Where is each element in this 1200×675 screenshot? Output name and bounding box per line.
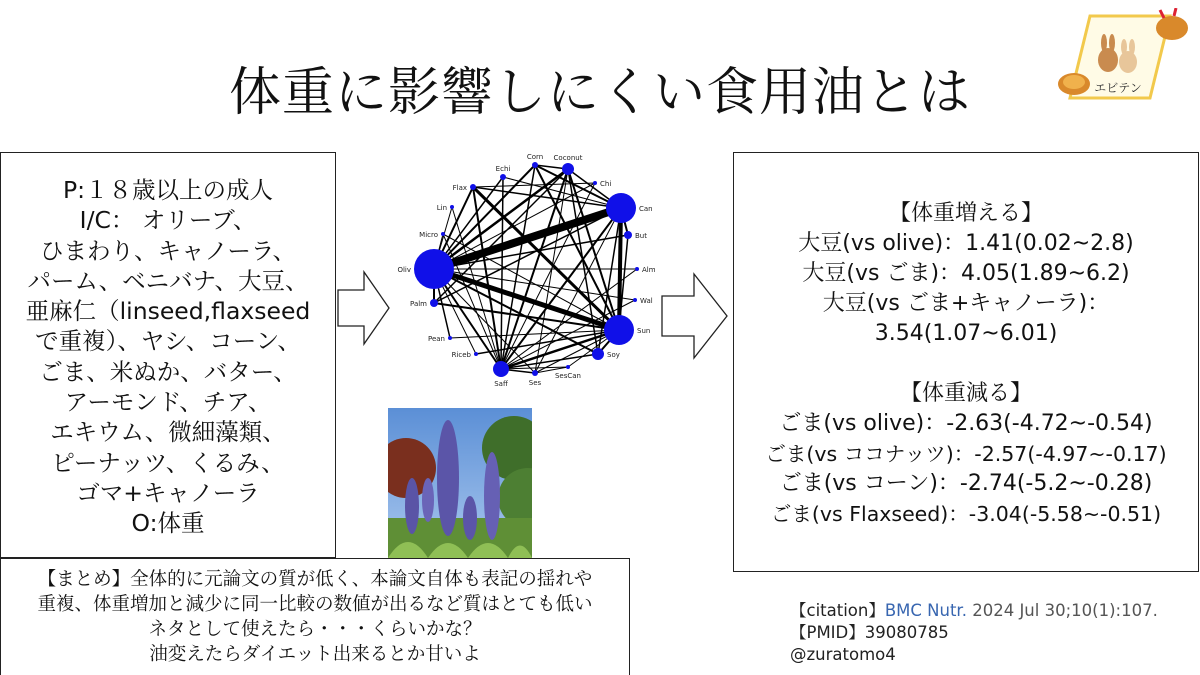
summary-line: 【まとめ】全体的に元論文の質が低く、本論文自体も表記の揺れや xyxy=(37,569,593,590)
logo-text: エビテン xyxy=(1094,81,1142,95)
pico-line: エキウム、微細藻類、 xyxy=(50,418,286,447)
node-palm xyxy=(430,299,438,307)
node-label-can: Can xyxy=(639,205,653,213)
node-sun xyxy=(604,315,634,345)
node-chi xyxy=(593,181,597,185)
pmid: 【PMID】39080785 xyxy=(790,623,949,642)
pico-line: I/C： オリーブ、 xyxy=(79,206,257,235)
journal-link[interactable]: BMC Nutr. xyxy=(884,601,967,620)
node-label-corn: Corn xyxy=(526,153,544,161)
node-label-micro: Micro xyxy=(419,231,438,239)
node-can xyxy=(606,193,636,223)
node-label-wal: Wal xyxy=(640,297,653,305)
node-lin xyxy=(450,205,454,209)
summary-line: 重複、体重増加と減少に同一比較の数値が出るなど質はとても低い xyxy=(37,594,593,615)
node-echi xyxy=(500,174,506,180)
edge-chi-saff xyxy=(501,183,595,369)
node-label-oliv: Oliv xyxy=(397,266,411,274)
increase-header: 【体重増える】 xyxy=(888,201,1043,226)
citation-label: 【citation】 xyxy=(790,601,885,620)
network-meta-analysis-graph xyxy=(385,145,685,395)
node-corn xyxy=(532,162,538,168)
node-label-sun: Sun xyxy=(637,327,651,335)
node-alm xyxy=(635,267,639,271)
node-label-coconut: Coconut xyxy=(553,154,583,162)
node-label-alm: Alm xyxy=(642,266,656,274)
citation-block xyxy=(790,600,1158,666)
pico-line: ひまわり、キャノーラ、 xyxy=(40,236,296,265)
pico-box xyxy=(0,152,336,558)
decrease-header: 【体重減る】 xyxy=(899,381,1032,406)
summary-line: ネタとして使えたら・・・くらいかな？ xyxy=(148,619,482,640)
node-label-pean: Pean xyxy=(427,335,445,343)
node-label-riceb: Riceb xyxy=(451,351,471,359)
node-micro xyxy=(441,232,445,236)
node-label-palm: Palm xyxy=(410,300,427,308)
summary-box xyxy=(0,558,630,675)
pico-line: P:１８歳以上の成人 xyxy=(62,176,274,204)
decrease-result: ごま(vs olive)：-2.63(-4.72~-0.54) xyxy=(779,411,1153,436)
node-wal xyxy=(633,298,637,302)
node-label-ses: Ses xyxy=(528,379,542,387)
node-sescan xyxy=(566,365,570,369)
network-edges xyxy=(434,165,637,373)
pico-line: ゴマ+キャノーラ xyxy=(76,478,260,507)
node-coconut xyxy=(562,163,574,175)
decrease-result: ごま(vs コーン)：-2.74(-5.2~-0.28) xyxy=(779,471,1153,496)
pico-line: アーモンド、チア、 xyxy=(64,388,272,417)
pico-line: 亜麻仁（linseed,flaxseed xyxy=(25,297,311,326)
node-label-soy: Soy xyxy=(607,351,620,359)
node-label-but: But xyxy=(635,232,647,240)
decrease-result: ごま(vs ココナッツ)：-2.57(-4.97~-0.17) xyxy=(765,442,1167,466)
node-label-lin: Lin xyxy=(436,204,447,212)
increase-result: 大豆(vs ごま)：4.05(1.89~6.2) xyxy=(802,261,1130,286)
node-riceb xyxy=(474,352,478,356)
increase-result: 大豆(vs ごま+キャノーラ)： xyxy=(822,291,1110,316)
citation-ref: 2024 Jul 30;10(1):107. xyxy=(972,601,1158,620)
node-label-flax: Flax xyxy=(452,184,467,192)
page-title: 体重に影響しにくい食用油とは xyxy=(228,63,971,123)
pico-line: ピーナッツ、くるみ、 xyxy=(51,448,285,477)
node-pean xyxy=(448,336,452,340)
echium-flower-photo xyxy=(388,408,532,558)
node-oliv xyxy=(414,249,454,289)
author-handle: @zuratomo4 xyxy=(790,645,896,664)
node-soy xyxy=(592,348,604,360)
increase-result: 大豆(vs olive)：1.41(0.02~2.8) xyxy=(798,231,1134,256)
epiten-logo xyxy=(1052,8,1192,108)
node-but xyxy=(624,231,632,239)
pico-line: ごま、米ぬか、バター、 xyxy=(39,357,297,386)
pico-line: O:体重 xyxy=(131,509,205,538)
node-label-saff: Saff xyxy=(494,380,508,388)
node-label-sescan: SesCan xyxy=(554,372,582,380)
decrease-result: ごま(vs Flaxseed)：-3.04(-5.58~-0.51) xyxy=(770,502,1162,526)
right-arrow-icon xyxy=(336,268,392,348)
node-label-echi: Echi xyxy=(495,165,511,173)
pico-line: で重複）、ヤシ、コーン、 xyxy=(35,327,301,356)
increase-result: 3.54(1.07~6.01) xyxy=(874,321,1058,346)
pico-line: パーム、ベニバナ、大豆、 xyxy=(27,266,309,295)
node-ses xyxy=(532,370,538,376)
node-label-chi: Chi xyxy=(600,180,612,188)
results-box xyxy=(733,152,1199,572)
node-flax xyxy=(470,184,476,190)
summary-line: 油変えたらダイエット出来るとか甘いよ xyxy=(149,644,481,665)
node-saff xyxy=(493,361,509,377)
